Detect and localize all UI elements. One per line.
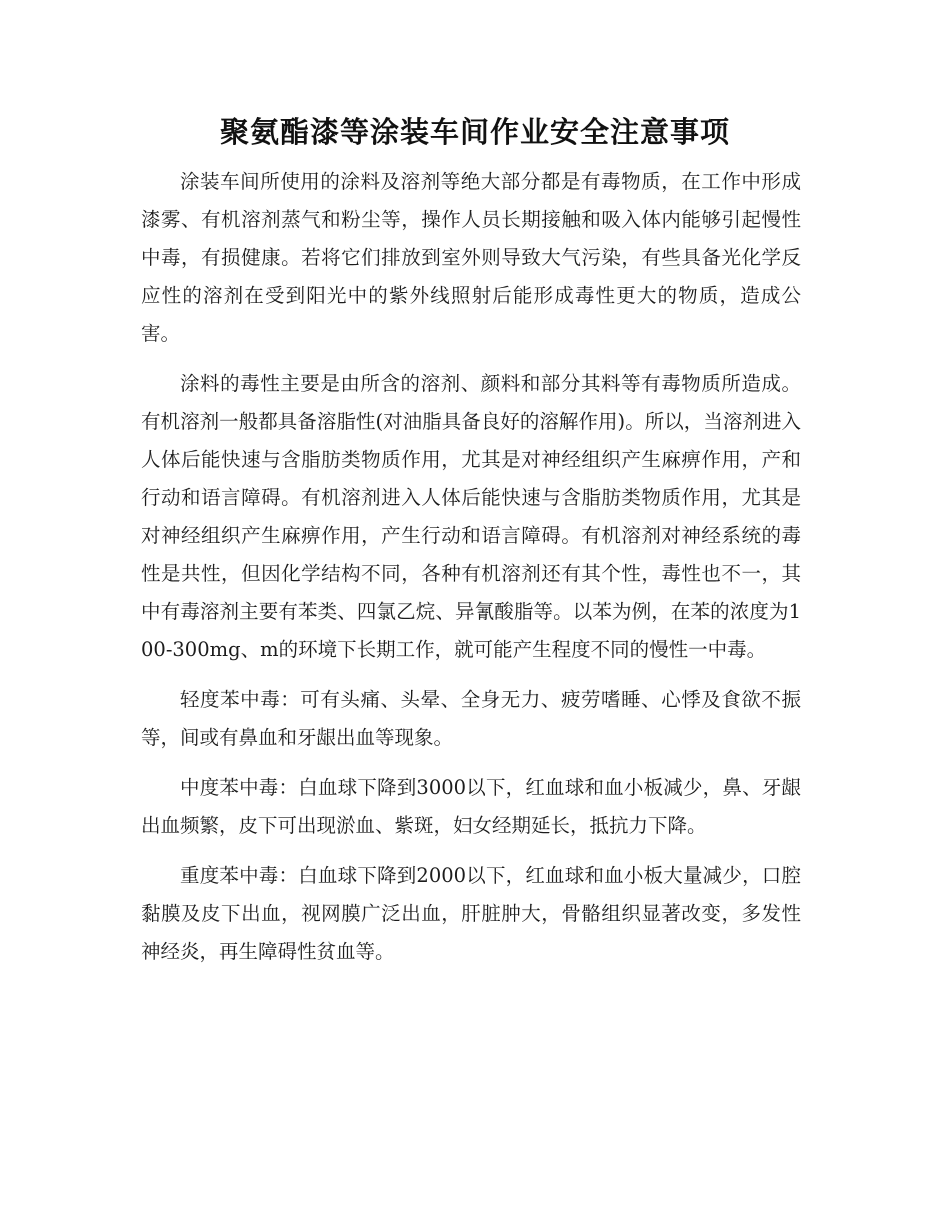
paragraph-moderate-poisoning: 中度苯中毒：白血球下降到3000以下，红血球和血小板减少，鼻、牙龈出血频繁，皮下可出现淤血、紫斑，妇女经期延长，抵抗力下降。 [141,776,801,837]
document-body [141,163,801,983]
paragraph-mild-poisoning: 轻度苯中毒：可有头痛、头晕、全身无力、疲劳嗜睡、心悸及食欲不振等，间或有鼻血和牙龈出血等现象。 [141,688,801,749]
paragraph-severe-poisoning: 重度苯中毒：白血球下降到2000以下，红血球和血小板大量减少，口腔黏膜及皮下出血，视网膜广泛出血，肝脏肿大，骨骼组织显著改变，多发性神经炎，再生障碍性贫血等。 [141,864,801,963]
document-title: 聚氨酯漆等涂装车间作业安全注意事项 [219,115,730,149]
paragraph-intro: 涂装车间所使用的涂料及溶剂等绝大部分都是有毒物质，在工作中形成漆雾、有机溶剂蒸气和粉尘等，操作人员长期接触和吸入体内能够引起慢性中毒，有损健康。若将它们排放到室外则导致大气污染，有些具备光化学反应性的溶剂在受到阳光中的紫外线照射后能形成毒性更大的物质，造成公害。 [141,170,801,345]
paragraph-toxicity: 涂料的毒性主要是由所含的溶剂、颜料和部分其料等有毒物质所造成。有机溶剂一般都具备溶脂性(对油脂具备良好的溶解作用)。所以，当溶剂进入人体后能快速与含脂肪类物质作用，尤其是对神经组织产生麻痹作用，产和行动和语言障碍。有机溶剂进入人体后能快速与含脂肪类物质作用，尤其是对神经组织产生麻痹作用，产生行动和语言障碍。有机溶剂对神经系统的毒性是共性，但因化学结构不同，各种有机溶剂还有其个性，毒性也不一，其中有毒溶剂主要有苯类、四氯乙烷、异氰酸脂等。以苯为例，在苯的浓度为100-300mg、m的环境下长期工作，就可能产生程度不同的慢性一中毒。 [141,372,801,661]
